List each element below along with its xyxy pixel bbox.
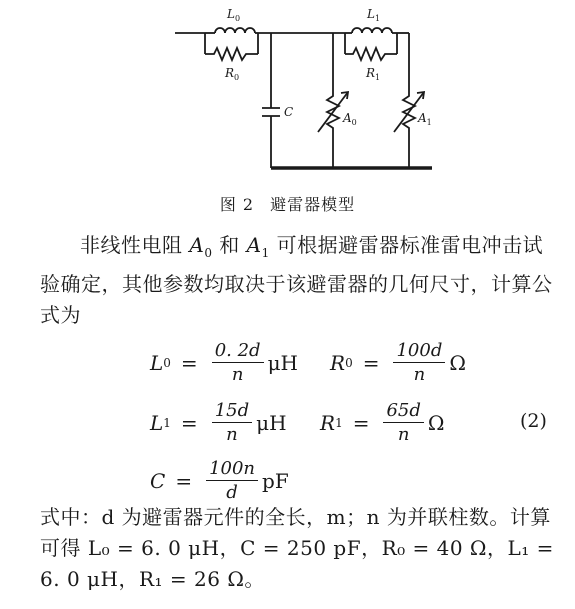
label-c: C [284,105,294,119]
caption-number: 图 2 [219,195,255,214]
label-l0: $L_0$ [227,7,241,23]
figure-caption [0,192,575,215]
caption-title: 避雷器模型 [270,195,356,214]
resistor-r1 [345,48,397,60]
inductor-l0 [215,28,255,33]
equation-r0: R 0 = $\frac{100d}{n}$ Ω [330,340,466,385]
resistor-r0 [205,48,258,60]
arrester-circuit-diagram [0,0,575,185]
equation-l0: L 0 = $\frac{0. 2d}{n}$ μH [150,340,299,385]
paragraph-1: 非线性电阻 $A_0$ 和 $A_1$ 可根据避雷器标准雷电冲击试验确定，其他参数均取决于该避雷器的几何尺寸，计算公式为 [40,233,553,327]
label-r0: $R_0$ [225,66,240,82]
equation-l1: L 1 = $\frac{15d}{n}$ μH [150,400,287,445]
label-r1: $R_1$ [366,66,381,82]
label-l1: $L_1$ [367,7,381,23]
equation-r1: R 1 = $\frac{65d}{n}$ Ω [320,400,445,445]
paragraph-2: 式中：d 为避雷器元件的全长，m；n 为并联柱数。计算可得 L₀ = 6. 0 μH，C = 250 pF，R₀ = 40 Ω，L₁ = 6. 0 μH，R₁ = 26 Ω。 [40,505,554,591]
label-a1: $A_1$ [418,111,432,127]
equation-c: C = $\frac{100n}{d}$ pF [150,458,289,503]
inductor-l1 [352,28,392,33]
equation-number: (2) [520,410,547,432]
label-a0: $A_0$ [343,111,357,127]
